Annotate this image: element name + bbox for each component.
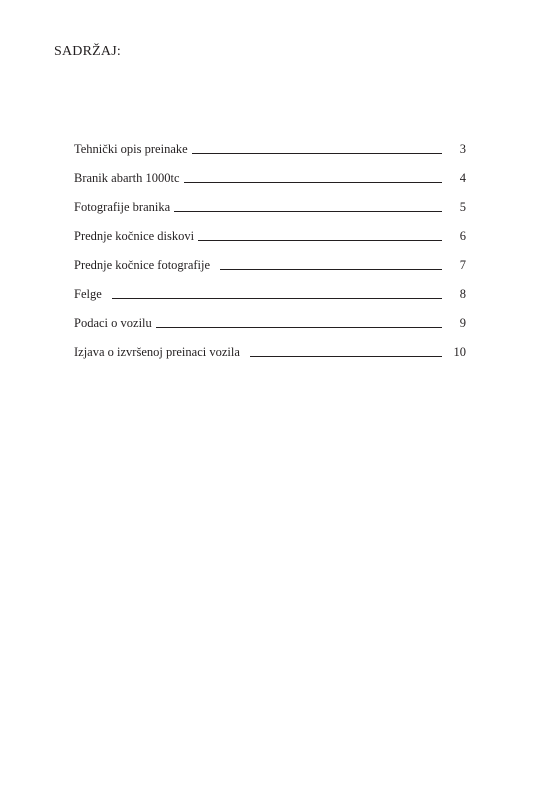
toc-entry[interactable] (74, 128, 466, 157)
toc-entry[interactable] (74, 331, 466, 360)
toc-leader-line (174, 211, 442, 212)
toc-entry-page: 8 (459, 287, 466, 301)
toc-entry-page: 9 (459, 316, 466, 330)
toc-entry-label: Branik abarth 1000tc (74, 171, 180, 185)
toc-leader-line (250, 356, 442, 357)
toc-leader-line (192, 153, 442, 154)
toc-entry[interactable] (74, 186, 466, 215)
toc-entry-page: 7 (459, 258, 466, 272)
toc-leader-line (156, 327, 442, 328)
toc-entry[interactable] (74, 215, 466, 244)
toc-leader-line (112, 298, 442, 299)
toc-entry[interactable] (74, 244, 466, 273)
toc-entry-label: Tehnički opis preinake (74, 142, 188, 156)
toc-leader-line (198, 240, 442, 241)
toc-entry[interactable] (74, 157, 466, 186)
toc-entry-label: Felge (74, 287, 102, 301)
toc-leader-line (220, 269, 442, 270)
toc-entry-label: Fotografije branika (74, 200, 171, 214)
table-of-contents (74, 128, 466, 360)
toc-heading: SADRŽAJ: (54, 44, 121, 59)
toc-entry-label: Izjava o izvršenoj preinaci vozila (74, 345, 240, 359)
toc-entry-label: Podaci o vozilu (74, 316, 152, 330)
toc-entry-page: 3 (459, 142, 466, 156)
toc-leader-line (184, 182, 442, 183)
toc-entry[interactable] (74, 273, 466, 302)
toc-entry-label: Prednje kočnice fotografije (74, 258, 211, 272)
toc-entry-page: 10 (453, 345, 466, 359)
toc-entry-page: 6 (459, 229, 466, 243)
toc-entry-label: Prednje kočnice diskovi (74, 229, 195, 243)
toc-entry-page: 5 (459, 200, 466, 214)
toc-entry-page: 4 (459, 171, 466, 185)
toc-entry[interactable] (74, 302, 466, 331)
